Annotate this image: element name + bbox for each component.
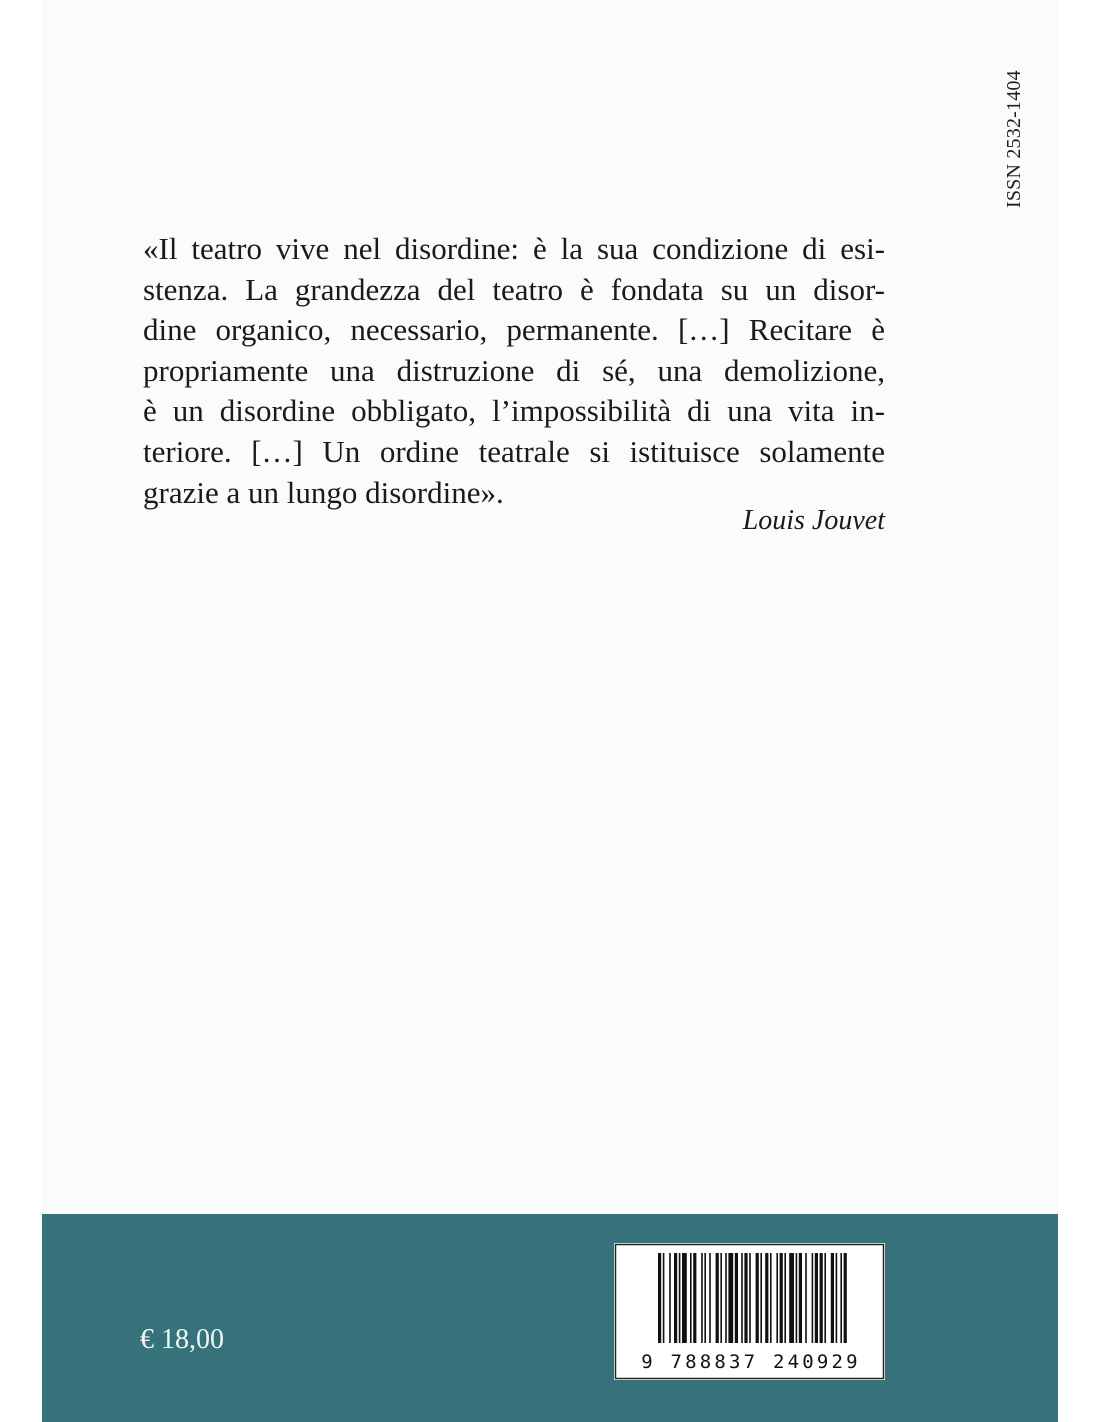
quote-line: stenza. La grandezza del teatro è fondata su un disor- <box>143 271 885 307</box>
barcode-bar <box>805 1253 807 1343</box>
barcode-bar <box>799 1253 802 1343</box>
barcode-bar <box>831 1253 834 1343</box>
barcode-bar <box>749 1253 751 1343</box>
quote-line: è un disordine obbligato, l’impossibilità di una vita in- <box>143 393 885 429</box>
barcode-bar <box>682 1253 687 1343</box>
back-cover <box>42 0 1058 1422</box>
barcode-bar <box>716 1253 719 1343</box>
barcode-bar <box>690 1253 692 1343</box>
barcode-bar <box>744 1253 747 1343</box>
barcode <box>614 1243 885 1380</box>
barcode-bar <box>679 1253 681 1343</box>
barcode-bar <box>709 1253 711 1343</box>
barcode-bar <box>663 1253 665 1343</box>
barcode-bar <box>760 1253 762 1343</box>
barcode-bar <box>756 1253 759 1343</box>
barcode-bar <box>741 1253 743 1343</box>
barcode-bar <box>784 1253 786 1343</box>
barcode-bar <box>735 1253 738 1343</box>
barcode-bar <box>820 1253 823 1343</box>
quote-line: teriore. […] Un ordine teatrale si istituisce solamente <box>143 433 885 469</box>
price-label: € 18,00 <box>140 1324 224 1355</box>
barcode-bar <box>658 1253 661 1343</box>
quote-line: propriamente una distruzione di sé, una demolizione, <box>143 352 885 388</box>
quote-block <box>143 229 885 513</box>
barcode-bar <box>669 1253 671 1343</box>
barcode-bar <box>725 1253 727 1343</box>
barcode-bar <box>789 1253 794 1343</box>
barcode-bar <box>840 1253 842 1343</box>
quote-line: dine organico, necessario, permanente. […] Recitare è <box>143 312 885 348</box>
barcode-bar <box>765 1253 768 1343</box>
barcode-digits: 9 788837 240929 <box>641 1351 861 1373</box>
barcode-bar <box>728 1253 733 1343</box>
barcode-bar <box>824 1253 826 1343</box>
barcode-bar <box>780 1253 783 1343</box>
barcode-bar <box>693 1253 696 1343</box>
quote-line: «Il teatro vive nel disordine: è la sua condizione di esi- <box>143 231 885 266</box>
barcode-bar <box>836 1253 838 1343</box>
quote-attribution: Louis Jouvet <box>742 505 885 536</box>
barcode-bar <box>815 1253 818 1343</box>
barcode-bar <box>844 1253 847 1343</box>
barcode-bar <box>704 1253 706 1343</box>
barcode-bar <box>720 1253 722 1343</box>
barcode-bar <box>701 1253 703 1343</box>
quote-line: grazie a un lungo disordine». <box>143 474 504 510</box>
barcode-bar <box>796 1253 798 1343</box>
barcode-bar <box>776 1253 778 1343</box>
barcode-bar <box>770 1253 772 1343</box>
barcode-bar <box>674 1253 677 1343</box>
issn-label: ISSN 2532-1404 <box>1003 70 1025 208</box>
barcode-bar <box>812 1253 814 1343</box>
footer-band <box>42 1214 1058 1422</box>
